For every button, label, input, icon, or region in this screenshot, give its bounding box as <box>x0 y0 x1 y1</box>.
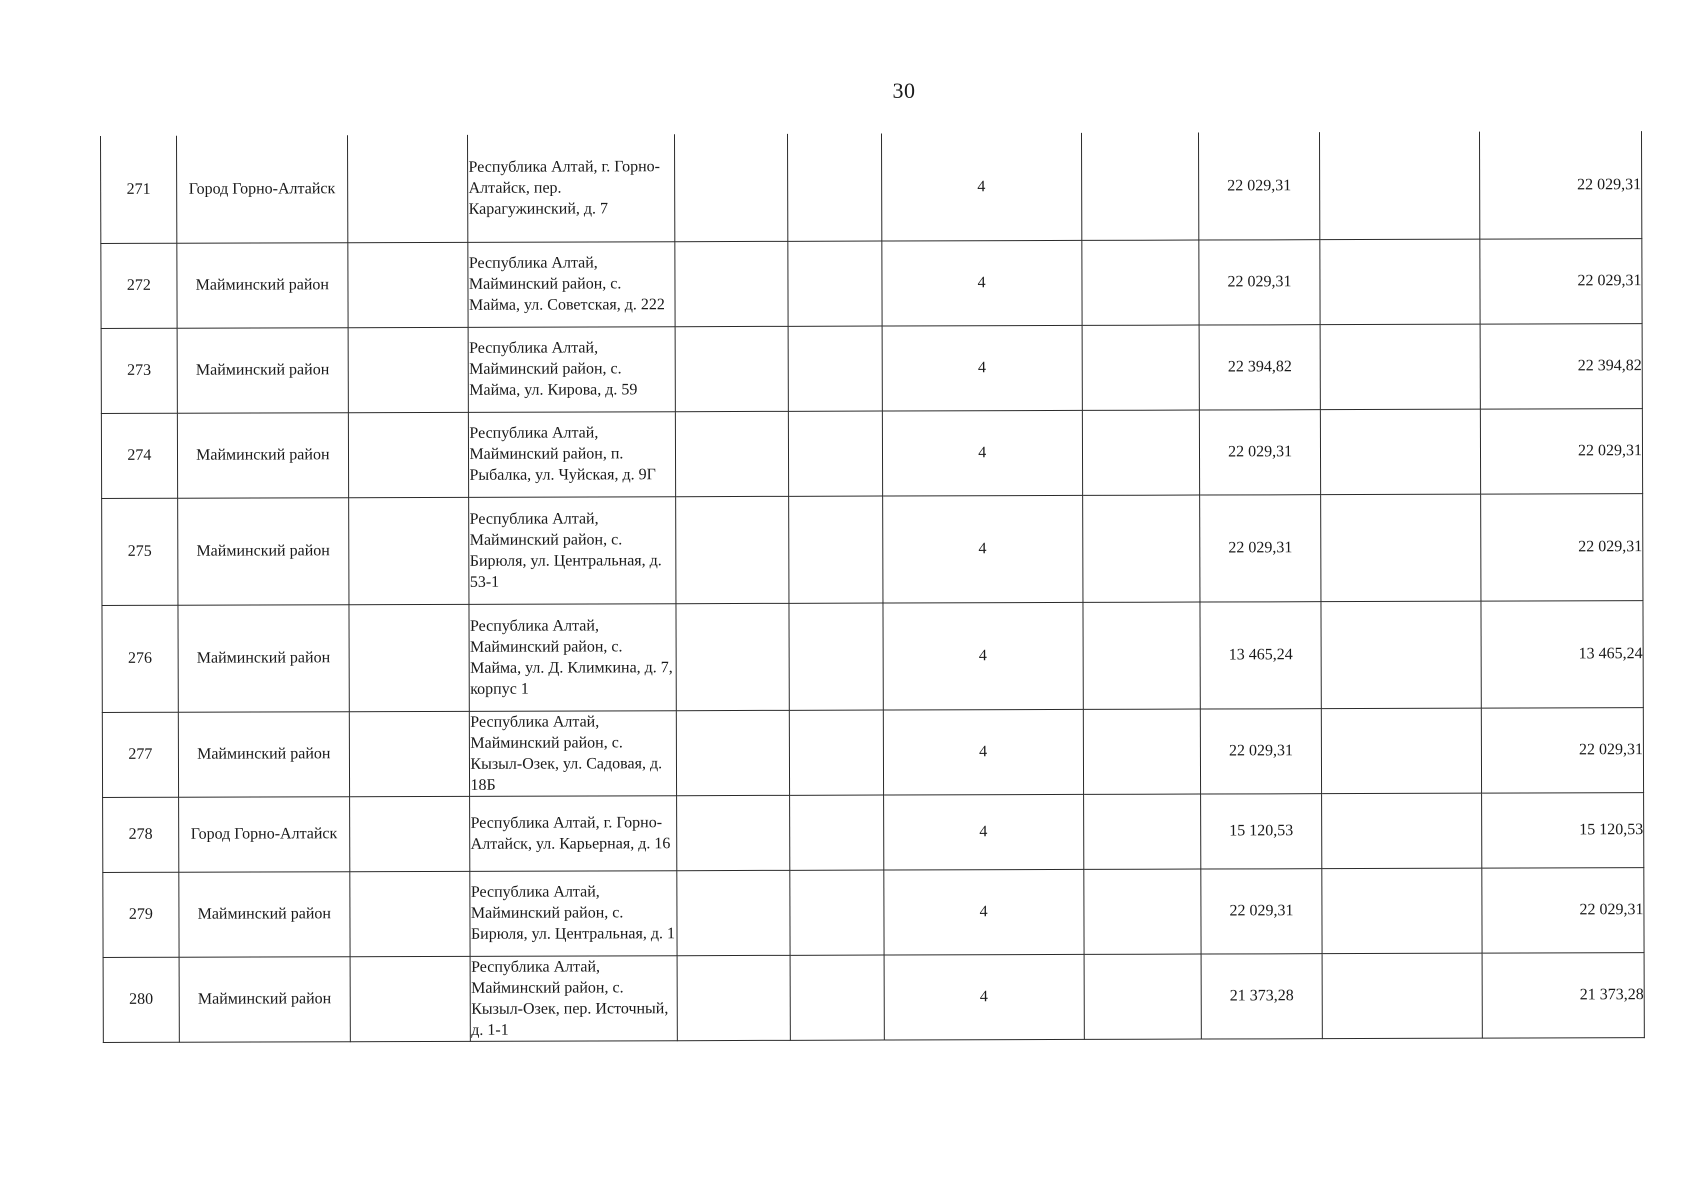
empty-cell <box>1083 794 1200 869</box>
table-row <box>101 408 1642 498</box>
address-text: Республика Алтай, г. Горно-Алтайск, ул. Карьерная, д. 16 <box>470 813 671 853</box>
count-cell: 4 <box>882 495 1082 603</box>
municipality-cell: Майминский район <box>177 327 348 413</box>
empty-cell <box>789 710 883 795</box>
empty-cell <box>349 796 470 871</box>
table-row <box>103 867 1644 957</box>
empty-cell <box>1320 239 1480 325</box>
table-row <box>103 952 1644 1042</box>
address-text: Республика Алтай, Майминский район, с. Майма, ул. Советская, д. 222 <box>468 254 665 314</box>
total-cell: 22 029,31 <box>1480 238 1642 324</box>
empty-cell <box>1082 495 1199 602</box>
count-cell: 4 <box>884 869 1084 955</box>
address-text: Республика Алтай, Майминский район, с. Кызыл-Озек, ул. Садовая, д. 18Б <box>470 712 663 794</box>
total-cell: 22 029,31 <box>1480 408 1642 494</box>
address-cell <box>468 134 675 242</box>
sum-cell: 21 373,28 <box>1201 953 1323 1038</box>
table-row <box>101 323 1642 413</box>
empty-cell <box>348 327 469 412</box>
sum-cell: 22 029,31 <box>1199 239 1321 324</box>
empty-cell <box>348 412 469 497</box>
empty-cell <box>1082 410 1199 495</box>
table-row <box>102 600 1643 712</box>
empty-cell <box>1323 953 1483 1039</box>
count-cell: 4 <box>882 240 1082 326</box>
row-number: 274 <box>101 413 177 498</box>
sum-cell: 15 120,53 <box>1200 793 1322 868</box>
municipality-cell: Майминский район <box>177 242 348 328</box>
total-cell: 22 029,31 <box>1482 867 1644 953</box>
empty-cell <box>1081 133 1198 240</box>
empty-cell <box>1083 709 1200 794</box>
total-cell: 22 029,31 <box>1480 131 1642 239</box>
municipality-cell: Майминский район <box>177 497 348 605</box>
address-cell <box>469 326 676 412</box>
address-cell <box>470 710 677 796</box>
empty-cell <box>1081 240 1198 325</box>
empty-cell <box>1321 494 1481 602</box>
count-cell: 4 <box>883 709 1083 795</box>
municipality-cell: Майминский район <box>179 956 350 1042</box>
address-cell <box>469 603 676 711</box>
empty-cell <box>675 134 788 241</box>
sum-cell: 22 029,31 <box>1201 868 1323 953</box>
address-text: Республика Алтай, Майминский район, с. Бирюля, ул. Центральная, д. 53-1 <box>469 509 662 591</box>
row-number: 271 <box>101 136 177 243</box>
count-cell: 4 <box>883 794 1083 870</box>
empty-cell <box>1083 869 1200 954</box>
table-row <box>102 493 1643 605</box>
empty-cell <box>675 411 788 496</box>
sum-cell: 22 029,31 <box>1198 132 1320 239</box>
page-number: 30 <box>892 78 916 103</box>
empty-cell <box>348 242 469 327</box>
empty-cell <box>675 326 788 411</box>
empty-cell <box>788 326 882 411</box>
total-cell: 22 394,82 <box>1480 323 1642 409</box>
address-cell <box>469 496 676 604</box>
row-number: 277 <box>102 712 178 797</box>
total-cell: 13 465,24 <box>1481 600 1643 708</box>
municipality-cell: Майминский район <box>178 604 349 712</box>
empty-cell <box>677 955 790 1040</box>
address-cell <box>470 795 677 871</box>
empty-cell <box>789 603 883 710</box>
empty-cell <box>788 411 882 496</box>
empty-cell <box>1320 132 1480 240</box>
address-text: Республика Алтай, г. Горно-Алтайск, пер. Карагужинский, д. 7 <box>468 157 661 218</box>
count-cell: 4 <box>884 954 1084 1040</box>
empty-cell <box>349 604 470 711</box>
empty-cell <box>789 795 883 870</box>
sum-cell: 22 029,31 <box>1199 409 1321 494</box>
sum-cell: 22 029,31 <box>1199 494 1321 601</box>
address-text: Республика Алтай, Майминский район, с. Кызыл-Озек, пер. Источный, д. 1-1 <box>471 957 669 1039</box>
address-text: Республика Алтай, Майминский район, п. Рыбалка, ул. Чуйская, д. 9Г <box>469 424 656 484</box>
empty-cell <box>350 956 471 1041</box>
empty-cell <box>676 710 789 795</box>
count-cell: 4 <box>881 133 1081 241</box>
count-cell: 4 <box>883 602 1083 710</box>
empty-cell <box>349 711 470 796</box>
total-cell: 22 029,31 <box>1481 493 1643 601</box>
empty-cell <box>1084 954 1201 1039</box>
empty-cell <box>677 870 790 955</box>
total-cell: 15 120,53 <box>1482 792 1644 868</box>
table-row <box>101 238 1642 328</box>
municipality-cell: Город Горно-Алтайск <box>176 135 347 243</box>
address-text: Республика Алтай, Майминский район, с. Майма, ул. Д. Климкина, д. 7, корпус 1 <box>469 616 673 698</box>
row-number: 273 <box>101 328 177 413</box>
empty-cell <box>1322 868 1482 954</box>
address-text: Республика Алтай, Майминский район, с. Бирюля, ул. Центральная, д. 1 <box>470 883 676 943</box>
sum-cell: 22 029,31 <box>1200 708 1322 793</box>
row-number: 275 <box>102 498 178 605</box>
empty-cell <box>676 603 789 710</box>
empty-cell <box>1322 708 1482 794</box>
total-cell: 22 029,31 <box>1481 707 1643 793</box>
count-cell: 4 <box>882 410 1082 496</box>
sum-cell: 22 394,82 <box>1199 324 1321 409</box>
empty-cell <box>787 241 881 326</box>
table-row <box>102 707 1643 797</box>
empty-cell <box>347 135 468 242</box>
row-number: 272 <box>101 243 177 328</box>
table-row <box>101 131 1642 243</box>
empty-cell <box>1321 409 1481 495</box>
empty-cell <box>1083 602 1200 709</box>
empty-cell <box>789 870 883 955</box>
total-cell: 21 373,28 <box>1482 952 1644 1038</box>
municipality-cell: Город Горно-Алтайск <box>178 796 349 872</box>
sum-cell: 13 465,24 <box>1200 601 1322 708</box>
address-cell <box>468 241 675 327</box>
empty-cell <box>1321 324 1481 410</box>
empty-cell <box>1321 601 1481 709</box>
count-cell: 4 <box>882 325 1082 411</box>
empty-cell <box>1082 325 1199 410</box>
row-number: 279 <box>103 872 179 957</box>
table-row <box>103 792 1644 872</box>
empty-cell <box>1322 793 1482 869</box>
address-text: Республика Алтай, Майминский район, с. Майма, ул. Кирова, д. 59 <box>469 339 638 399</box>
row-number: 278 <box>103 797 179 872</box>
row-number: 276 <box>102 605 178 712</box>
empty-cell <box>350 871 471 956</box>
address-cell <box>471 955 678 1041</box>
address-cell <box>469 411 676 497</box>
empty-cell <box>676 496 789 603</box>
empty-cell <box>677 795 790 870</box>
municipality-cell: Майминский район <box>177 412 348 498</box>
register-table <box>100 131 1645 1042</box>
empty-cell <box>349 497 470 604</box>
address-cell <box>470 870 677 956</box>
empty-cell <box>790 955 884 1040</box>
empty-cell <box>787 134 881 241</box>
empty-cell <box>675 241 788 326</box>
empty-cell <box>788 496 882 603</box>
municipality-cell: Майминский район <box>178 711 349 797</box>
row-number: 280 <box>103 957 179 1042</box>
municipality-cell: Майминский район <box>179 871 350 957</box>
